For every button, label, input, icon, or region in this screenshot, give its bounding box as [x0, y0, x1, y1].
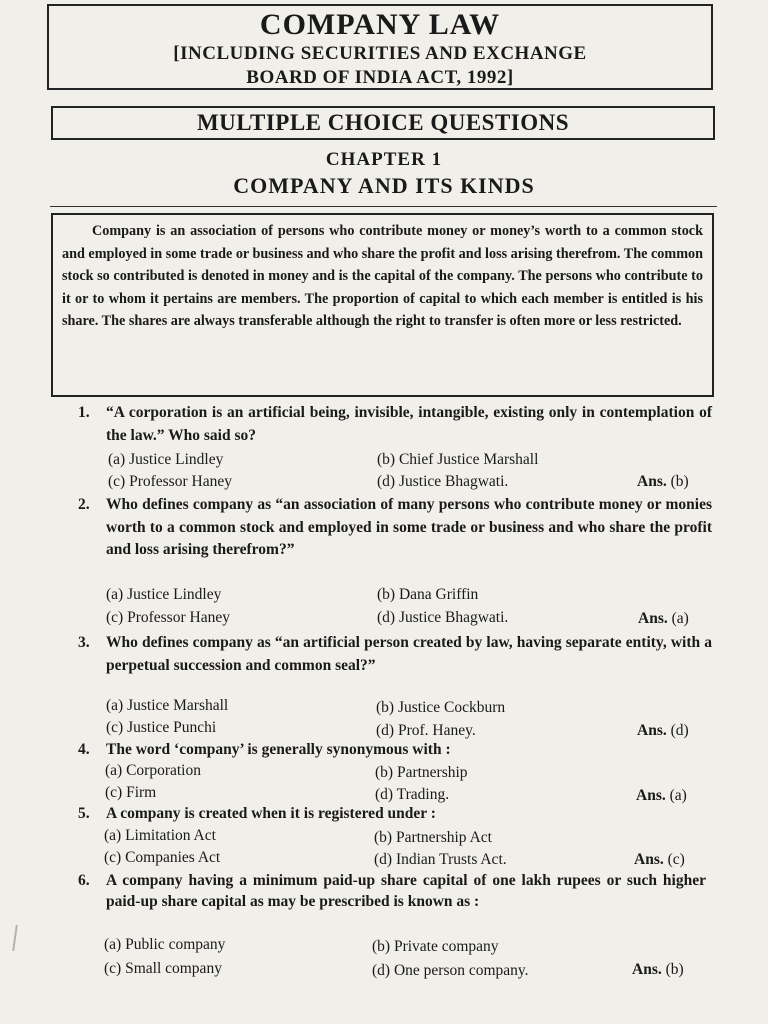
- option-a: (a) Justice Lindley: [108, 451, 224, 468]
- question-text: “A corporation is an artificial being, invisible, intangible, existing only in contemplation of the law.” Who said so?: [106, 404, 712, 444]
- margin-mark: [12, 925, 18, 951]
- option-c: (c) Professor Haney: [106, 609, 230, 626]
- option-a: (a) Justice Lindley: [106, 586, 222, 603]
- question-text: A company is created when it is registered under :: [106, 805, 436, 822]
- option-d: (d) Prof. Haney.: [376, 722, 476, 739]
- answer: [637, 473, 689, 491]
- question-number: 6.: [78, 872, 90, 889]
- chapter-number: CHAPTER 1: [325, 149, 443, 170]
- option-d: (d) Justice Bhagwati.: [377, 609, 509, 626]
- question-text: The word ‘company’ is generally synonymous with :: [106, 741, 451, 758]
- option-b: (b) Partnership: [375, 764, 468, 781]
- answer-value: (d): [670, 722, 689, 739]
- chapter-name: COMPANY AND ITS KINDS: [233, 173, 535, 198]
- answer-label: Ans.: [636, 787, 666, 804]
- question-number: 2.: [78, 496, 90, 513]
- option-b: (b) Private company: [372, 938, 499, 955]
- question-number: 1.: [78, 404, 90, 421]
- option-c: (c) Professor Haney: [108, 473, 232, 490]
- answer-label: Ans.: [632, 961, 662, 978]
- option-d: (d) Trading.: [375, 786, 450, 803]
- intro-paragraph: Company is an association of persons who contribute money or money’s worth to a common stock and employed in some trade or business and who share the profit and loss arising therefrom. The common stock so contributed is denoted in money and is the capital of the company. The persons who contribute to it or to whom it pertains are members. The proportion of capital to which each member is entitled is his share. The shares are always transferable although the right to transfer is often more or less restricted.: [62, 223, 703, 330]
- option-c: (c) Firm: [105, 784, 157, 801]
- option-c: (c) Small company: [104, 960, 222, 977]
- option-a: (a) Corporation: [105, 762, 201, 779]
- answer: [638, 610, 689, 628]
- option-b: (b) Justice Cockburn: [376, 699, 506, 716]
- answer-value: (a): [669, 787, 687, 804]
- answer-label: Ans.: [637, 473, 667, 490]
- answer-value: (c): [667, 851, 685, 868]
- question-number: 3.: [78, 634, 90, 651]
- book-subtitle-line1: [INCLUDING SECURITIES AND EXCHANGE: [173, 43, 587, 64]
- answer-label: Ans.: [634, 851, 664, 868]
- option-b: (b) Dana Griffin: [377, 586, 479, 603]
- book-title-box: [47, 4, 713, 90]
- answer-label: Ans.: [637, 722, 667, 739]
- option-d: (d) Justice Bhagwati.: [377, 473, 509, 490]
- option-c: (c) Justice Punchi: [106, 719, 217, 736]
- option-c: (c) Companies Act: [104, 849, 221, 866]
- option-a: (a) Public company: [104, 936, 226, 953]
- answer: [632, 961, 684, 979]
- section-title: MULTIPLE CHOICE QUESTIONS: [51, 106, 715, 140]
- question-text: A company having a minimum paid-up share capital of one lakh rupees or such higher paid-up share capital as may be prescribed is known as :: [106, 872, 706, 910]
- question-text: Who defines company as “an association of many persons who contribute money or monies worth to a common stock and employed in some trade or business and who share the profit and loss arising therefrom?”: [106, 496, 712, 558]
- answer-value: (a): [671, 610, 689, 627]
- option-a: (a) Justice Marshall: [106, 697, 229, 714]
- option-b: (b) Partnership Act: [374, 829, 492, 846]
- question-number: 5.: [78, 805, 90, 822]
- answer-label: Ans.: [638, 610, 668, 627]
- chapter-divider: [50, 206, 717, 207]
- book-subtitle-line2: BOARD OF INDIA ACT, 1992]: [246, 67, 514, 88]
- option-d: (d) Indian Trusts Act.: [374, 851, 507, 868]
- answer: [637, 722, 689, 740]
- intro-box: [51, 213, 714, 397]
- answer-value: (b): [670, 473, 689, 490]
- book-title: COMPANY LAW: [259, 8, 501, 41]
- option-b: (b) Chief Justice Marshall: [377, 451, 539, 468]
- question-number: 4.: [78, 741, 90, 758]
- option-d: (d) One person company.: [372, 962, 529, 979]
- answer-value: (b): [665, 961, 684, 978]
- option-a: (a) Limitation Act: [104, 827, 216, 844]
- question-text: Who defines company as “an artificial person created by law, having separate entity, with a perpetual succession and common seal?”: [106, 634, 712, 674]
- answer: [634, 851, 685, 869]
